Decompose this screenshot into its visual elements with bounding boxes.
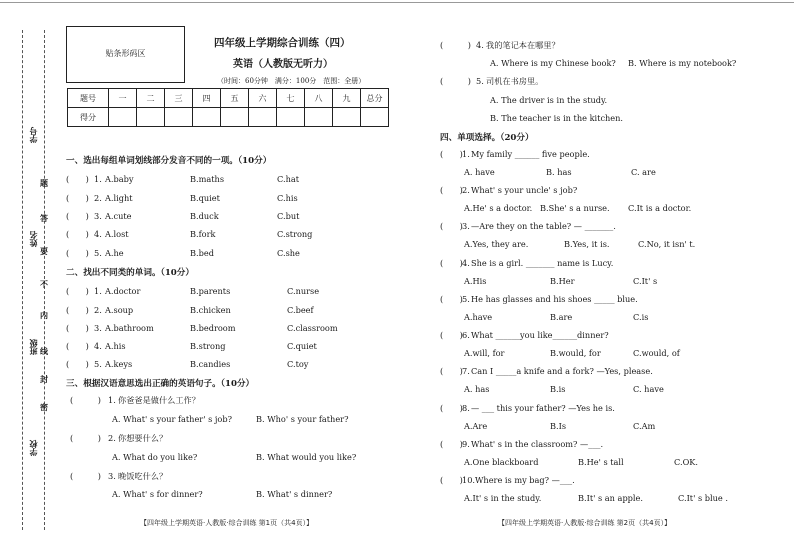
item-number: 2. [94, 193, 102, 203]
score-header-cell: 三 [165, 89, 193, 108]
option-a: A.baby [105, 174, 134, 184]
option-a: A.cute [105, 211, 132, 221]
margin-char: 不 [40, 279, 48, 289]
item-number: 5. [476, 76, 484, 86]
question-text: — ___ this your father? —Yes he is. [471, 403, 615, 413]
school-label: 学校 [28, 440, 38, 456]
answer-paren: ( ) [440, 185, 463, 195]
class-label: 班级 [28, 339, 38, 355]
question-text: —Are they on the table? — _______. [471, 221, 616, 231]
option-b: B.She' s a nurse. [540, 203, 610, 213]
item-number: 3. [94, 323, 102, 333]
answer-paren: ( ) [440, 366, 463, 376]
option-b: B. Where is my notebook? [628, 58, 737, 68]
option-c: C. are [631, 167, 656, 177]
score-table [67, 88, 389, 127]
option-b: B.are [550, 312, 573, 322]
score-table-score-row [68, 108, 389, 127]
item-number: 4. [94, 341, 102, 351]
option-c: C.No, it isn' t. [638, 239, 696, 249]
question-text: Can I _____a knife and a fork? —Yes, please. [471, 366, 653, 376]
item-number: 1. [94, 174, 102, 184]
score-cell [193, 108, 221, 127]
option-b: B.Her [550, 276, 575, 286]
answer-paren: ( ) [66, 323, 89, 333]
item-number: 6. [462, 330, 470, 340]
item-number: 2. [108, 433, 116, 443]
option-a: A.his [105, 341, 126, 351]
binding-line-outer [22, 30, 23, 530]
option-a: A.have [464, 312, 493, 322]
option-a: A.It' s in the study. [464, 493, 542, 503]
item-number: 4. [476, 40, 484, 50]
score-cell [333, 108, 361, 127]
option-c: C.quiet [287, 341, 317, 351]
option-a: A.he [105, 248, 124, 258]
score-header-cell: 六 [249, 89, 277, 108]
option-c: C.It' s [633, 276, 658, 286]
option-a: A.lost [105, 229, 129, 239]
option-a: A. What do you like? [112, 452, 198, 462]
answer-paren: ( ) [440, 221, 463, 231]
option-b: B.would, for [550, 348, 601, 358]
score-cell [137, 108, 165, 127]
option-a: A. The driver is in the study. [490, 95, 608, 105]
option-c: C. have [633, 384, 664, 394]
answer-paren: ( ) [440, 475, 463, 485]
margin-char: 要 [40, 246, 48, 256]
student-id-label: 学号 [28, 127, 38, 143]
item-number: 1. [462, 149, 470, 159]
score-cell [165, 108, 193, 127]
score-header-cell: 题号 [68, 89, 109, 108]
question-text: What ______you like______dinner? [471, 330, 609, 340]
option-b: B. The teacher is in the kitchen. [490, 113, 624, 123]
section-4-title: 四、单项选择。（20分） [440, 133, 534, 143]
score-cell [109, 108, 137, 127]
option-c: C.but [277, 211, 300, 221]
margin-char: 内 [40, 310, 48, 320]
item-number: 4. [462, 258, 470, 268]
item-number: 3. [94, 211, 102, 221]
item-number: 5. [462, 294, 470, 304]
score-cell [249, 108, 277, 127]
item-number: 10. [462, 475, 476, 485]
exam-meta: （时间：60分钟 满分：100分 范围：全册） [217, 77, 366, 85]
barcode-area [66, 26, 185, 83]
answer-paren: ( ) [66, 305, 89, 315]
item-number: 2. [462, 185, 470, 195]
option-b: B.bed [190, 248, 214, 258]
page-2-footer: 【四年级上学期英语·人教版·综合训练 第2页（共4页）】 [498, 519, 672, 527]
scan-top-edge [0, 2, 794, 3]
score-header-cell: 一 [109, 89, 137, 108]
question-text: 司机在书房里。 [486, 76, 544, 86]
option-b: B.Is [550, 421, 567, 431]
option-c: C.she [277, 248, 300, 258]
option-b: B.quiet [190, 193, 220, 203]
option-c: C.It' s blue . [678, 493, 728, 503]
item-number: 3. [462, 221, 470, 231]
option-a: A.Yes, they are. [464, 239, 529, 249]
question-text: What' s in the classroom? —___. [471, 439, 604, 449]
score-header-cell: 八 [305, 89, 333, 108]
question-text: He has glasses and his shoes _____ blue. [471, 294, 638, 304]
answer-paren: ( ) [66, 359, 89, 369]
option-a: A.keys [105, 359, 133, 369]
answer-paren: ( ) [66, 286, 89, 296]
score-cell [277, 108, 305, 127]
score-header-cell: 七 [277, 89, 305, 108]
option-b: B.bedroom [190, 323, 236, 333]
option-b: B.fork [190, 229, 216, 239]
item-number: 1. [94, 286, 102, 296]
question-text: 你爸爸是做什么工作？ [118, 395, 200, 405]
item-number: 7. [462, 366, 470, 376]
option-b: B.maths [190, 174, 225, 184]
option-a: A. have [464, 167, 495, 177]
option-b: B.chicken [190, 305, 231, 315]
option-b: B.is [550, 384, 566, 394]
option-a: A.will, for [464, 348, 505, 358]
option-a: A. What' s your father' s job? [112, 414, 232, 424]
score-header-cell: 二 [137, 89, 165, 108]
exam-title: 四年级上学期综合训练（四） [214, 37, 351, 49]
option-c: C.OK. [674, 457, 699, 467]
score-header-cell: 四 [193, 89, 221, 108]
option-a: A.One blackboard [464, 457, 539, 467]
answer-paren: ( ) [70, 395, 101, 405]
question-text: What' s your uncle' s job? [471, 185, 578, 195]
score-row-label: 得分 [68, 108, 109, 127]
page-1-footer: 【四年级上学期英语·人教版·综合训练 第1页（共4页）】 [140, 519, 314, 527]
option-b: B.candies [190, 359, 231, 369]
item-number: 5. [94, 359, 102, 369]
score-table-header-row [68, 89, 389, 108]
option-a: A.light [105, 193, 133, 203]
answer-paren: ( ) [66, 211, 89, 221]
item-number: 1. [108, 395, 116, 405]
question-text: My family ______ five people. [471, 149, 590, 159]
option-c: C.beef [287, 305, 314, 315]
option-b: B.duck [190, 211, 219, 221]
option-b: B. has [546, 167, 572, 177]
option-a: A. Where is my Chinese book? [490, 58, 616, 68]
barcode-label: 贴条形码区 [105, 49, 146, 58]
option-c: C.classroom [287, 323, 338, 333]
item-number: 2. [94, 305, 102, 315]
option-c: C.his [277, 193, 298, 203]
answer-paren: ( ) [440, 149, 463, 159]
score-header-cell: 九 [333, 89, 361, 108]
option-a: A. What' s for dinner? [112, 489, 203, 499]
margin-char: 答 [40, 213, 48, 223]
margin-char: 密 [40, 402, 48, 412]
margin-char: 封 [40, 374, 48, 384]
margin-char: 线 [40, 346, 48, 356]
score-header-cell: 五 [221, 89, 249, 108]
answer-paren: ( ) [66, 248, 89, 258]
answer-paren: ( ) [66, 341, 89, 351]
option-c: C.nurse [287, 286, 320, 296]
exam-subtitle: 英语（人教版无听力） [233, 59, 333, 70]
answer-paren: ( ) [440, 330, 463, 340]
answer-paren: ( ) [440, 40, 471, 50]
name-label: 姓名 [28, 231, 38, 247]
answer-paren: ( ) [66, 229, 89, 239]
option-c: C.It is a doctor. [628, 203, 692, 213]
section-3-title: 三、根据汉语意思选出正确的英语句子。（10分） [66, 379, 255, 389]
option-b: B.Yes, it is. [564, 239, 610, 249]
option-c: C.toy [287, 359, 309, 369]
question-text: She is a girl. _______ name is Lucy. [471, 258, 614, 268]
score-cell [221, 108, 249, 127]
option-c: C.hat [277, 174, 300, 184]
item-number: 3. [108, 471, 116, 481]
option-c: C.is [633, 312, 649, 322]
option-a: A.His [464, 276, 487, 286]
answer-paren: ( ) [440, 294, 463, 304]
score-header-cell: 总分 [361, 89, 389, 108]
margin-char: 题 [40, 178, 48, 188]
option-c: C.Am [633, 421, 656, 431]
question-text: 我的笔记本在哪里？ [486, 40, 560, 50]
option-b: B. What' s dinner? [256, 489, 333, 499]
option-b: B.He' s tall [578, 457, 624, 467]
option-a: A.Are [464, 421, 488, 431]
question-text: 晚饭吃什么？ [118, 471, 168, 481]
option-a: A.bathroom [105, 323, 154, 333]
answer-paren: ( ) [440, 258, 463, 268]
answer-paren: ( ) [70, 433, 101, 443]
answer-paren: ( ) [70, 471, 101, 481]
item-number: 9. [462, 439, 470, 449]
answer-paren: ( ) [440, 76, 471, 86]
question-text: Where is my bag? —___. [475, 475, 575, 485]
option-a: A.soup [105, 305, 134, 315]
answer-paren: ( ) [440, 439, 463, 449]
option-a: A.He' s a doctor. [464, 203, 533, 213]
item-number: 8. [462, 403, 470, 413]
option-b: B.strong [190, 341, 226, 351]
answer-paren: ( ) [66, 193, 89, 203]
section-2-title: 二、找出不同类的单词。（10分） [66, 268, 194, 278]
answer-paren: ( ) [66, 174, 89, 184]
option-b: B.parents [190, 286, 231, 296]
option-b: B.It' s an apple. [578, 493, 643, 503]
option-a: A.doctor [105, 286, 141, 296]
answer-paren: ( ) [440, 403, 463, 413]
option-b: B. What would you like? [256, 452, 357, 462]
item-number: 4. [94, 229, 102, 239]
question-text: 你想要什么？ [118, 433, 168, 443]
section-1-title: 一、选出每组单词划线部分发音不同的一项。（10分） [66, 156, 272, 166]
score-cell [361, 108, 389, 127]
option-c: C.would, of [633, 348, 680, 358]
score-cell [305, 108, 333, 127]
item-number: 5. [94, 248, 102, 258]
option-a: A. has [464, 384, 490, 394]
option-c: C.strong [277, 229, 313, 239]
option-b: B. Who' s your father? [256, 414, 349, 424]
